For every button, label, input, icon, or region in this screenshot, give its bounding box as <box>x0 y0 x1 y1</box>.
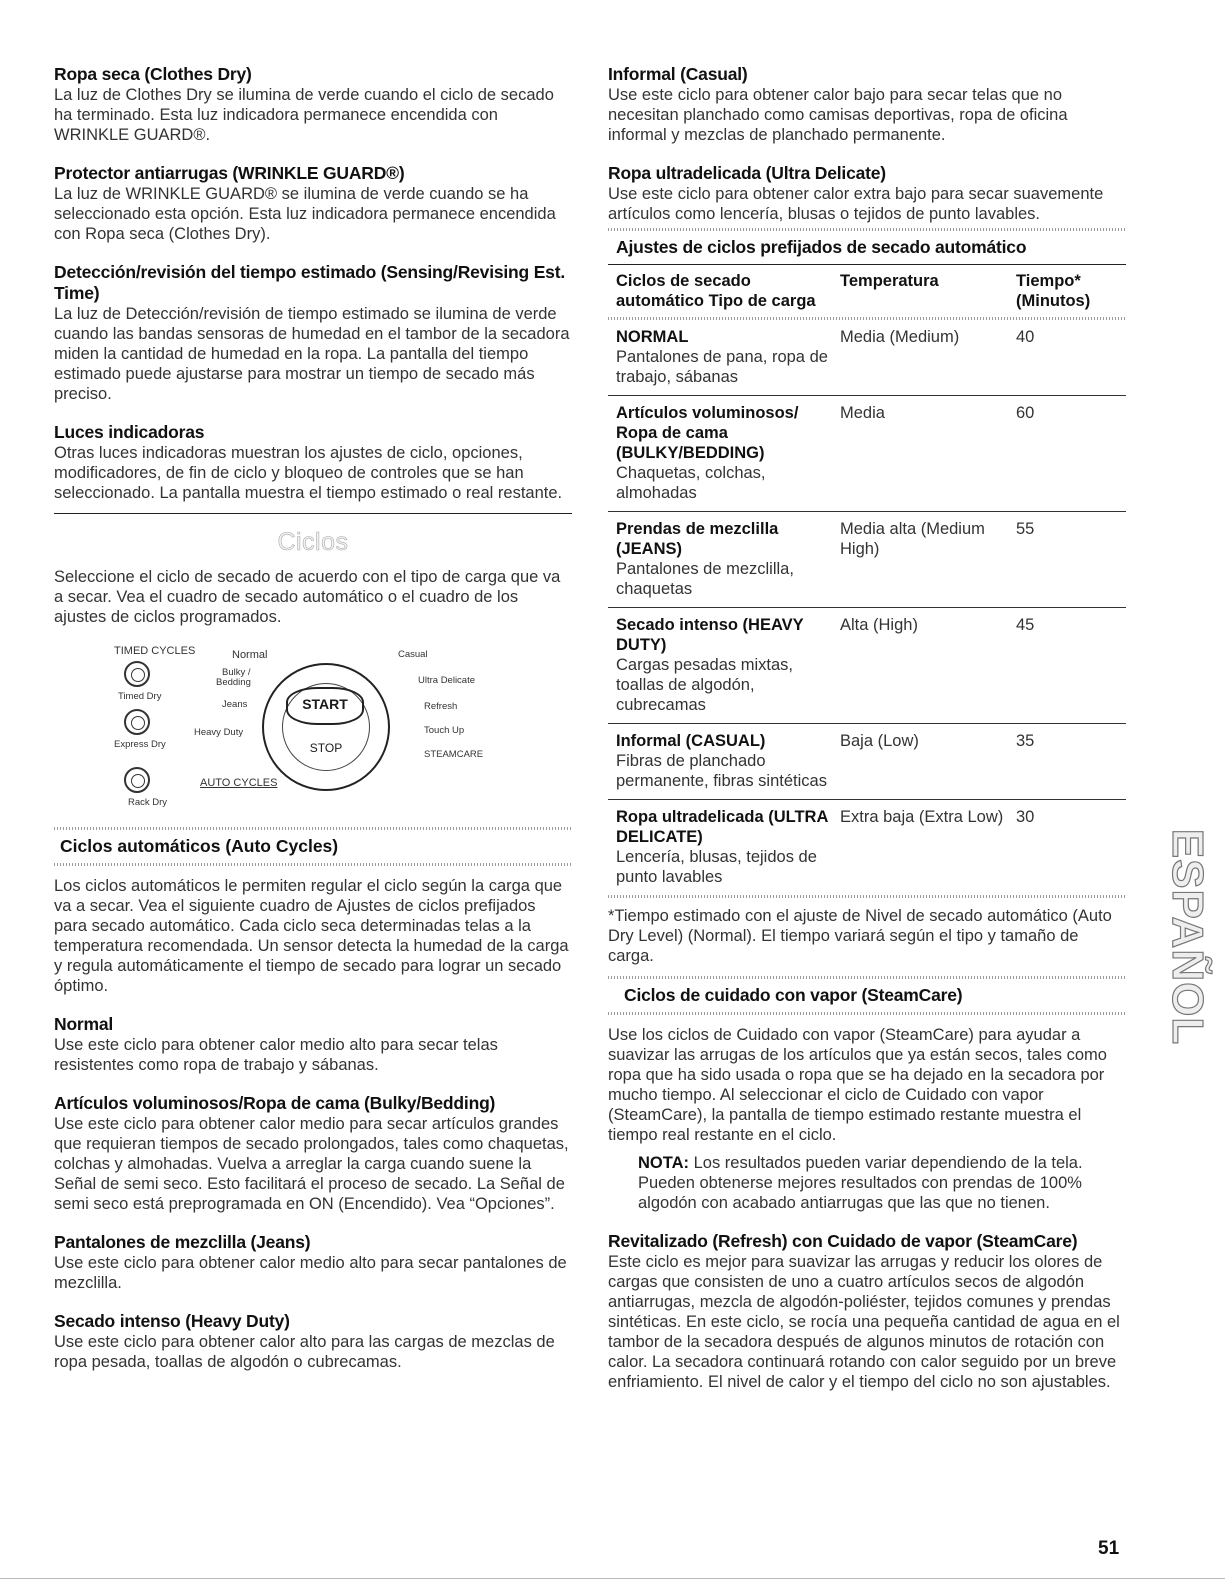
section-text: Use este ciclo para obtener calor extra bajo para secar suavemente artículos como lencería, blusas o tejidos de punto lavables. <box>608 185 1104 223</box>
section-text: La luz de Clothes Dry se ilumina de verde cuando el ciclo de secado ha terminado. Esta luz indicadora permanece encendida con WRINKLE GUARD®. <box>54 86 554 144</box>
section-text: Use este ciclo para obtener calor bajo para secar telas que no necesitan planchado como camisas deportivas, ropa de oficina informal y mezclas de planchado permanente. <box>608 86 1068 144</box>
cycle-name: NORMAL <box>616 328 689 346</box>
express-dry-knob-icon <box>124 709 150 735</box>
label-steamcare: STEAMCARE <box>424 749 484 760</box>
table-row <box>608 512 1126 608</box>
stop-button: STOP <box>309 741 343 755</box>
table-title: Ajustes de ciclos prefijados de secado automático <box>616 237 1027 257</box>
label-bulky: Bulky / <box>222 667 251 678</box>
load-type: Lencería, blusas, tejidos de punto lavables <box>616 848 817 886</box>
label-express-dry: Express Dry <box>114 739 166 750</box>
label-rack-dry: Rack Dry <box>128 797 168 808</box>
note-text: Los resultados pueden variar dependiendo de la tela. Pueden obtenerse mejores resultados con prendas de 100% algodón con acabado antiarrugas que las que no tienen. <box>638 1154 1083 1212</box>
rack-dry-knob-icon <box>124 767 150 793</box>
section-heavy-duty <box>54 1311 572 1372</box>
cycle-name: Artículos voluminosos/ Ropa de cama (BULKY/BEDDING) <box>616 404 799 462</box>
temperature: Extra baja (Extra Low) <box>840 808 1004 826</box>
cycle-name: Secado intenso (HEAVY DUTY) <box>616 616 804 654</box>
table-row <box>608 724 1126 800</box>
load-type: Pantalones de pana, ropa de trabajo, sábanas <box>616 348 828 386</box>
right-column <box>608 64 1126 1392</box>
steamcare-heading: Ciclos de cuidado con vapor (SteamCare) <box>624 985 963 1005</box>
table-row <box>608 800 1126 896</box>
divider <box>54 513 572 514</box>
auto-cycle-settings-rows <box>608 320 1126 895</box>
section-ultra-delicate <box>608 163 1126 224</box>
section-title: Ropa seca (Clothes Dry) <box>54 64 252 84</box>
ciclos-heading: Ciclos <box>277 528 349 556</box>
section-text: Este ciclo es mejor para suavizar las arrugas y reducir los olores de cargas que consisten de uno a cuatro artículos secos de algodón antiarrugas, mezcla de algodón-poliéster, tejidos comunes y prendas sintéticas. En este ciclo, se rocía una pequeña cantidad de agua en el tambor de la secadora después de algunos minutos de rotación con calor. La secadora continuará rotando con calor seguido por un breve enfriamiento. El nivel de calor y el tiempo del ciclo no son ajustables. <box>608 1253 1120 1391</box>
auto-cycles-text: Los ciclos automáticos le permiten regular el ciclo según la carga que va a secar. Vea el siguiente cuadro de Ajustes de ciclos prefijados para secado automático. Cada ciclo seca determinadas telas a la temperatura recomendada. Un sensor detecta la humedad de la carga y regula automáticamente el tiempo de secado para lograr un secado óptimo. <box>54 877 569 995</box>
section-title: Artículos voluminosos/Ropa de cama (Bulky/Bedding) <box>54 1093 496 1113</box>
table-row <box>608 320 1126 396</box>
time: 40 <box>1016 320 1126 396</box>
load-type: Fibras de planchado permanente, fibras sintéticas <box>616 752 827 790</box>
section-title: Detección/revisión del tiempo estimado (Sensing/Revising Est. Time) <box>54 262 565 303</box>
section-sensing-time <box>54 262 572 404</box>
section-title: Pantalones de mezclilla (Jeans) <box>54 1232 311 1252</box>
note-label: NOTA: <box>638 1154 690 1172</box>
hatch-divider <box>608 1012 1126 1015</box>
note <box>608 1153 1126 1213</box>
load-type: Chaquetas, colchas, almohadas <box>616 464 766 502</box>
section-text: La luz de WRINKLE GUARD® se ilumina de verde cuando se ha seleccionado esta opción. Esta luz indicadora permanece encendida con Ropa seca (Clothes Dry). <box>54 185 556 243</box>
section-title: Revitalizado (Refresh) con Cuidado de vapor (SteamCare) <box>608 1231 1078 1251</box>
steamcare-banner <box>608 979 1126 1012</box>
section-title: Informal (Casual) <box>608 64 748 84</box>
label-bedding: Bedding <box>216 677 251 688</box>
section-bulky-bedding <box>54 1093 572 1214</box>
time: 30 <box>1016 808 1035 826</box>
section-indicator-lights <box>54 422 572 503</box>
section-casual <box>608 64 1126 145</box>
table-title-bar <box>608 231 1126 264</box>
section-text: Use este ciclo para obtener calor medio alto para secar telas resistentes como ropa de trabajo y sábanas. <box>54 1036 498 1074</box>
label-auto-cycles: AUTO CYCLES <box>200 777 278 789</box>
auto-cycles-banner <box>54 830 572 863</box>
label-normal: Normal <box>232 649 268 661</box>
section-normal <box>54 1014 572 1075</box>
time: 55 <box>1016 512 1126 608</box>
time: 60 <box>1016 396 1126 512</box>
section-text: Use este ciclo para obtener calor medio alto para secar pantalones de mezclilla. <box>54 1254 567 1292</box>
label-casual: Casual <box>398 649 428 660</box>
header-cycle: Ciclos de secado automático Tipo de carga <box>616 272 816 310</box>
load-type: Pantalones de mezclilla, chaquetas <box>616 560 794 598</box>
temperature: Alta (High) <box>840 608 1016 724</box>
section-text: Otras luces indicadoras muestran los ajustes de ciclo, opciones, modificadores, de fin de ciclo y bloqueo de controles que se han seleccionado. La pantalla muestra el tiempo estimado o real restante. <box>54 444 563 502</box>
cycle-name: Ropa ultradelicada (ULTRA DELICATE) <box>616 808 828 846</box>
label-timed-dry: Timed Dry <box>118 691 162 702</box>
section-title: Protector antiarrugas (WRINKLE GUARD®) <box>54 163 405 183</box>
cycle-name: Prendas de mezclilla (JEANS) <box>616 520 779 558</box>
load-type: Cargas pesadas mixtas, toallas de algodón, cubrecamas <box>616 656 793 714</box>
section-clothes-dry <box>54 64 572 145</box>
cycle-name: Informal (CASUAL) <box>616 732 766 750</box>
left-column <box>54 64 572 1390</box>
temperature: Media <box>840 396 1016 512</box>
cycle-dial-icon <box>262 663 390 791</box>
language-label: ESPAÑOL <box>1163 828 1212 1046</box>
section-jeans <box>54 1232 572 1293</box>
temperature: Media (Medium) <box>840 320 1016 396</box>
section-text: La luz de Detección/revisión de tiempo estimado se ilumina de verde cuando las bandas sensoras de humedad en el tambor de la secadora miden la cantidad de humedad en la ropa. La pantalla del tiempo estimado puede ajustarse para mostrar un tiempo de secado más preciso. <box>54 305 570 403</box>
label-refresh: Refresh <box>424 701 458 712</box>
temperature: Media alta (Medium High) <box>840 512 1016 608</box>
temperature: Baja (Low) <box>840 724 1016 800</box>
label-jeans: Jeans <box>222 699 248 710</box>
start-button: START <box>286 687 364 725</box>
label-heavy-duty: Heavy Duty <box>194 727 244 738</box>
hatch-divider <box>54 863 572 866</box>
table-row <box>608 396 1126 512</box>
language-side-tab <box>1150 812 1212 1062</box>
auto-cycle-settings-table <box>608 265 1126 317</box>
time: 45 <box>1016 608 1126 724</box>
page-number: 51 <box>1098 1538 1120 1559</box>
section-title: Ropa ultradelicada (Ultra Delicate) <box>608 163 886 183</box>
label-ultra-delicate: Ultra Delicate <box>418 675 476 686</box>
time: 35 <box>1016 724 1126 800</box>
timed-dry-knob-icon <box>124 661 150 687</box>
table-row <box>608 608 1126 724</box>
section-text: Use este ciclo para obtener calor medio para secar artículos grandes que requieran tiempos de secado prolongados, tales como chaquetas, colchas y almohadas. Vuelva a arreglar la carga cuando suene la Señal de semi seco. Esto facilitará el proceso de secado. La Señal de semi seco está preprogramada en ON (Encendido). Vea “Opciones”. <box>54 1115 569 1213</box>
table-footnote: *Tiempo estimado con el ajuste de Nivel de secado automático (Auto Dry Level) (Normal). El tiempo variará según el tipo y tamaño de carga. <box>608 907 1112 965</box>
ciclos-text: Seleccione el ciclo de secado de acuerdo con el tipo de carga que va a secar. Vea el cuadro de secado automático o el cuadro de los ajustes de ciclos programados. <box>54 568 561 626</box>
auto-cycles-heading: Ciclos automáticos (Auto Cycles) <box>60 836 339 856</box>
section-title: Normal <box>54 1014 114 1034</box>
label-timed-cycles: TIMED CYCLES <box>114 645 196 657</box>
steamcare-text: Use los ciclos de Cuidado con vapor (SteamCare) para ayudar a suavizar las arrugas de los artículos que ya están secos, tales como ropa que ha sido usada o ropa que se ha dejado en la secadora por mucho tiempo. Al seleccionar el ciclo de Cuidado con vapor (SteamCare), la pantalla de tiempo estimado restante muestra el tiempo real restante en el ciclo. <box>608 1026 1107 1144</box>
table-header-row <box>608 265 1126 317</box>
header-temperature: Temperatura <box>840 272 939 290</box>
section-title: Secado intenso (Heavy Duty) <box>54 1311 290 1331</box>
page-bottom-rule <box>0 1578 1225 1579</box>
label-touch-up: Touch Up <box>424 725 465 736</box>
section-wrinkle-guard <box>54 163 572 244</box>
section-title: Luces indicadoras <box>54 422 205 442</box>
control-panel-illustration <box>114 645 584 823</box>
section-text: Use este ciclo para obtener calor alto para las cargas de mezclas de ropa pesada, toallas de algodón o cubrecamas. <box>54 1333 555 1371</box>
section-refresh <box>608 1231 1126 1392</box>
header-time: Tiempo* (Minutos) <box>1016 272 1091 310</box>
